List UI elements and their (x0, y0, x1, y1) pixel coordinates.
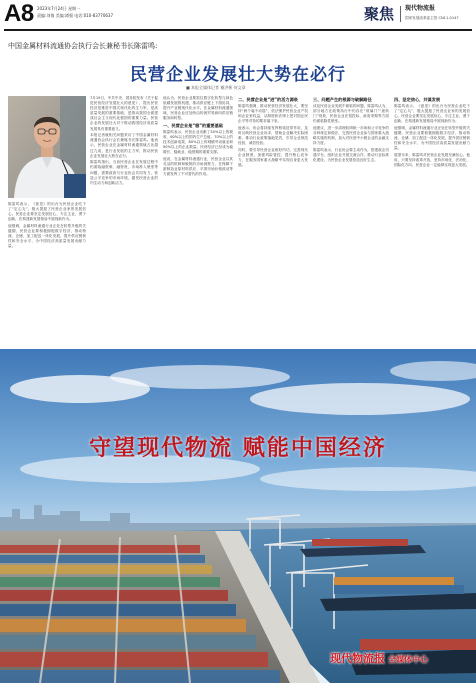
masthead-rule (4, 29, 472, 31)
column-4-para-2: 他建议，进一步清理妨碍统一市场和公平竞争的各种规定和做法，完善民营企业参与国家重大战略实施的机制，加大对民营中小微企业的金融支持力度。 (313, 125, 389, 146)
portrait-illustration (8, 96, 86, 198)
column-5-para-2: 他强调，金属材料流通行业正处在转型升级的关键期，民营企业要积极拥抱数字经济，推动物流、仓储、加工配送一体化发展，提升供应链韧性和安全水平，为中国经济高质量发展贡献力量。 (394, 125, 470, 151)
article-byline: ■ 本报全媒体记者 谢洪彬 何文章 (186, 85, 246, 90)
banner-slogan: 守望现代物流 赋能中国经济 (89, 435, 387, 461)
section-title: 聚焦 (364, 5, 395, 23)
column-4-para-1: 谈及民营企业发展中面临的问题，陈雷鸣认为，部分地方在政策执行中仍存在“玻璃门”“旋转门”现象，民营企业在招投标、政府采购等方面仍面临隐性壁垒。 (313, 104, 389, 124)
column-4-subhead: 三、问题产生的根源与破解路径 (313, 97, 372, 102)
column-3-subhead: 二、民营企业是“进”的活力源泉 (238, 97, 298, 102)
column-3-para-2: 他表示，协会将持续发挥桥梁纽带作用，及时反映民营企业诉求，帮助企业解决实际困难，推动行业政策落地见效，引导企业规范经营、诚信经营。 (238, 125, 308, 146)
column-2-para-3: 他说，在金属材料流通行业，民营企业以其灵活的机制和敏锐的市场洞察力，在保障下游制造业原材料供应、平抑市场价格波动等方面发挥了不可替代的作用。 (163, 157, 233, 177)
column-2-para-2: 陈雷鸣表示，民营企业贡献了50%以上的税收、60%以上的国内生产总值、70%以上的技术创新成果、80%以上的城镇劳动就业和90%以上的企业数量。民营经济已经成为稳增长、稳就业、稳预期的重要支撑。 (163, 130, 233, 155)
column-2-subhead: 一、民营企业是“稳”的重要基础 (163, 123, 223, 129)
column-1-para-1: 7月19日，中共中央、国务院发布《关于促进民营经济发展壮大的意见》，提出民营经济是推进中国式现代化的生力军，是高质量发展的重要基础，是推动我国全面建成社会主义现代化强国的重要力量。民营企业的发展壮大对于推动我国经济高质量发展具有重要意义。 (90, 96, 158, 131)
article-column-5 (394, 96, 470, 170)
column-4-para-3: 陈雷鸣表示，行业协会要主动作为，搭建政企沟通平台，组织企业开展交流合作，推动行业标准化建设，为民营企业发展营造良好生态。 (313, 147, 389, 163)
article-kicker: 中国金属材料流通协会执行会长兼秘书长陈雷鸣: (8, 42, 158, 50)
column-5-subhead: 四、坚定信心，共谋发展 (394, 97, 441, 102)
article-column-4 (313, 96, 389, 165)
column-5-para-3: 展望未来，陈雷鸣对民营企业发展充满信心。他说，只要坚持改革开放，坚持市场化、法治化、国际化方向，民营企业一定能够实现更大发展。 (394, 153, 470, 168)
masthead-meta (37, 5, 113, 19)
masthead (0, 0, 476, 32)
portrait-photo (8, 96, 86, 198)
column-2-para-1: 他认为，民营企业要抓住数字化转型与绿色低碳发展的机遇，推动供应链上下游协同，提升产业链现代化水平。在金属材料流通领域，民营企业应加快由传统贸易商向供应链服务商转型。 (163, 96, 233, 121)
article-headline: 民营企业发展壮大势在必行 (130, 65, 346, 85)
article-column-2 (163, 96, 233, 179)
column-1-para-2: 本报记者就相关问题采访了中国金属材料流通协会执行会长兼秘书长陈雷鸣。他表示，民营企业在金属材料流通领域占比超过九成，是行业发展的主力军，推动民营企业发展壮大势在必行。 (90, 133, 158, 158)
port-banner-photo (0, 349, 476, 683)
section-divider (400, 6, 401, 22)
column-0-para-1: 陈雷鸣表示，《意见》的出台为民营企业吃下了“定心丸”，极大提振了民营企业家的发展信心。民营企业要坚定发展信心，专注主业，勇于创新，在构建新发展格局中展现新作为。 (8, 202, 86, 222)
page-number: A8 (4, 0, 34, 27)
section-tag (360, 3, 472, 25)
port-illustration (0, 349, 476, 683)
editor-line: 责编:刘倩 美编:谭强 电话:010-83770637 (37, 13, 114, 18)
column-1-para-3: 陈雷鸣指出，当前民营企业在发展过程中仍面临融资难、融资贵，市场准入壁垒等问题，需要政府与行业协会共同发力，营造公平竞争的市场环境，激发民营企业的内生动力和创新活力。 (90, 160, 158, 185)
column-3-para-3: 同时，要引导民营企业练好内功，完善现代企业制度，加强风险管控，提升核心竞争力，在服务国家重大战略中实现自身更大发展。 (238, 147, 308, 168)
column-3-para-1: 陈雷鸣强调，推动民营经济发展壮大，要坚持“两个毫不动摇”，依法保护民营企业产权和企业家权益，从制度和法律上把对国企民企平等对待的要求落下来。 (238, 104, 308, 124)
footer-brand (330, 650, 428, 666)
column-5-para-1: 陈雷鸣表示，《意见》的出台为民营企业吃下了“定心丸”，极大提振了民营企业家的发展信心。民营企业要坚定发展信心，专注主业，勇于创新，在构建新发展格局中展现新作为。 (394, 104, 470, 124)
article-column-0 (8, 202, 86, 251)
brand-subtitle: 国家发展改革委主管 CN11-0147 (405, 16, 459, 20)
date-line: 2023年7月24日 星期一 (37, 6, 81, 11)
article-column-3 (238, 96, 308, 170)
footer-brand-sub: 全媒体中心 (388, 654, 428, 664)
footer-brand-name: 现代物流报 (330, 652, 385, 665)
article-column-1 (90, 96, 158, 187)
column-0-para-2: 他强调，金属材料流通行业正处在转型升级的关键期，民营企业要积极拥抱数字经济，推动物流、仓储、加工配送一体化发展，提升供应链韧性和安全水平，为中国经济高质量发展贡献力量。 (8, 223, 86, 249)
brand-name: 现代物流报 (405, 5, 436, 12)
